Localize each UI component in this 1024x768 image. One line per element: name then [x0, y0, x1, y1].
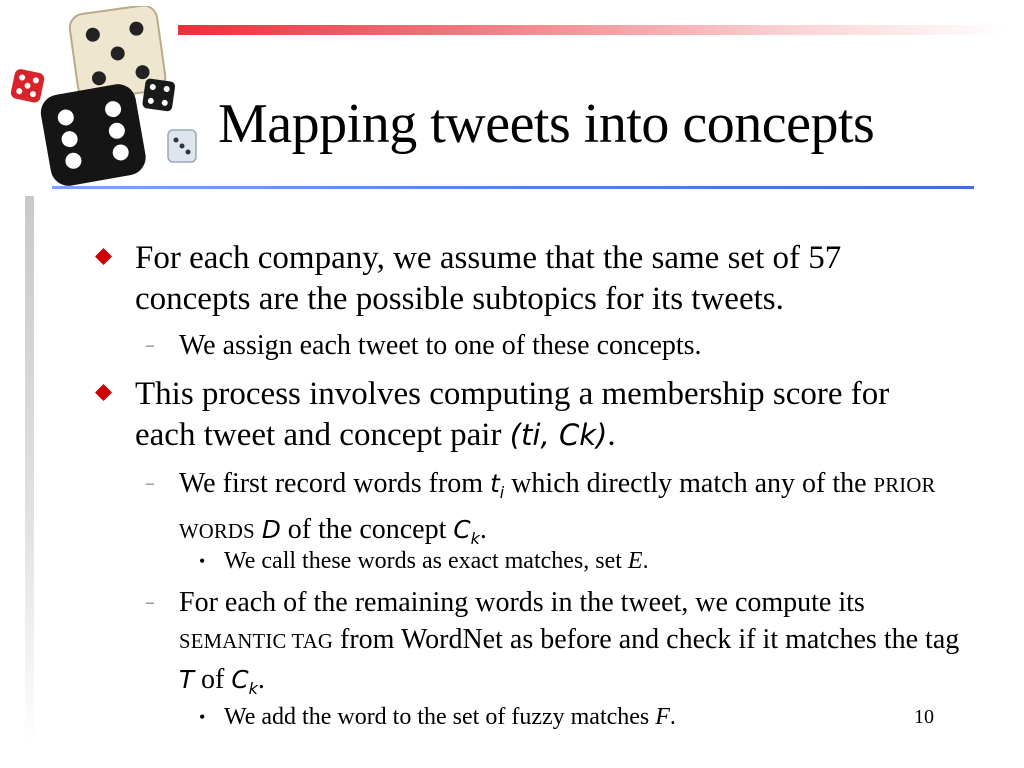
- dash-bullet-icon: –: [146, 337, 154, 354]
- dash-bullet-icon: –: [146, 594, 154, 611]
- page-number: 10: [914, 706, 934, 728]
- dot-bullet-icon: •: [199, 551, 206, 571]
- smallcaps-term: SEMANTIC TAG: [179, 631, 334, 653]
- dash-bullet-icon: –: [146, 475, 154, 492]
- text-segment: of: [201, 664, 225, 695]
- top-accent-bar: [178, 25, 1008, 35]
- sub-sub-bullet-item: [199, 702, 924, 732]
- bullet-item: [135, 238, 955, 320]
- math-symbol: C: [231, 665, 249, 694]
- text-segment: For each of the remaining words in the tweet, we compute its: [179, 587, 865, 618]
- bullet-end: .: [607, 417, 616, 453]
- set-variable: F: [655, 704, 670, 730]
- left-accent-bar: [25, 196, 34, 748]
- sub-sub-bullet-text: We add the word to the set of fuzzy matches: [224, 704, 650, 730]
- math-Ck: [453, 514, 480, 548]
- diamond-bullet-icon: [95, 384, 112, 401]
- math-subscript: i: [499, 482, 505, 502]
- math-T: T: [179, 665, 195, 694]
- text-segment: of the concept: [287, 513, 447, 545]
- sub-bullet-text: We assign each tweet to one of these concepts.: [179, 330, 702, 361]
- sub-bullet-item: [146, 584, 969, 707]
- bullet-text: For each company, we assume that the same set of 57 concepts are the possible subtopics for its tweets.: [135, 240, 842, 317]
- text-segment: We first record words from: [179, 468, 484, 499]
- slide-title: Mapping tweets into concepts: [218, 93, 875, 155]
- math-symbol: t: [490, 469, 500, 498]
- math-symbol: C: [453, 514, 471, 544]
- bullet-text: This process involves computing a membership score for each tweet and concept pair: [135, 376, 890, 453]
- text-segment: .: [257, 664, 265, 695]
- math-subscript: k: [248, 678, 258, 698]
- math-ti: [490, 469, 505, 502]
- sub-bullet-item: [146, 465, 969, 557]
- sub-bullet-item: [146, 327, 969, 364]
- text-segment: .: [669, 704, 676, 730]
- text-segment: .: [479, 513, 487, 545]
- text-segment: which directly match any of the: [511, 468, 867, 499]
- math-D: D: [261, 514, 281, 544]
- math-pair: (ti, Ck): [509, 418, 608, 452]
- math-subscript: k: [470, 528, 480, 548]
- dice-icon: [8, 6, 208, 196]
- text-segment: .: [642, 548, 649, 574]
- text-segment: from WordNet as before and check if it matches the tag: [340, 624, 960, 655]
- set-variable: E: [627, 548, 643, 574]
- bullet-item: [135, 374, 955, 456]
- diamond-bullet-icon: [95, 248, 112, 265]
- dot-bullet-icon: •: [199, 707, 206, 727]
- sub-sub-bullet-text: We call these words as exact matches, set: [224, 548, 622, 574]
- sub-sub-bullet-item: [199, 546, 924, 576]
- smallcaps-term: PRIOR WORDS: [179, 475, 936, 543]
- math-Ck: [231, 665, 258, 698]
